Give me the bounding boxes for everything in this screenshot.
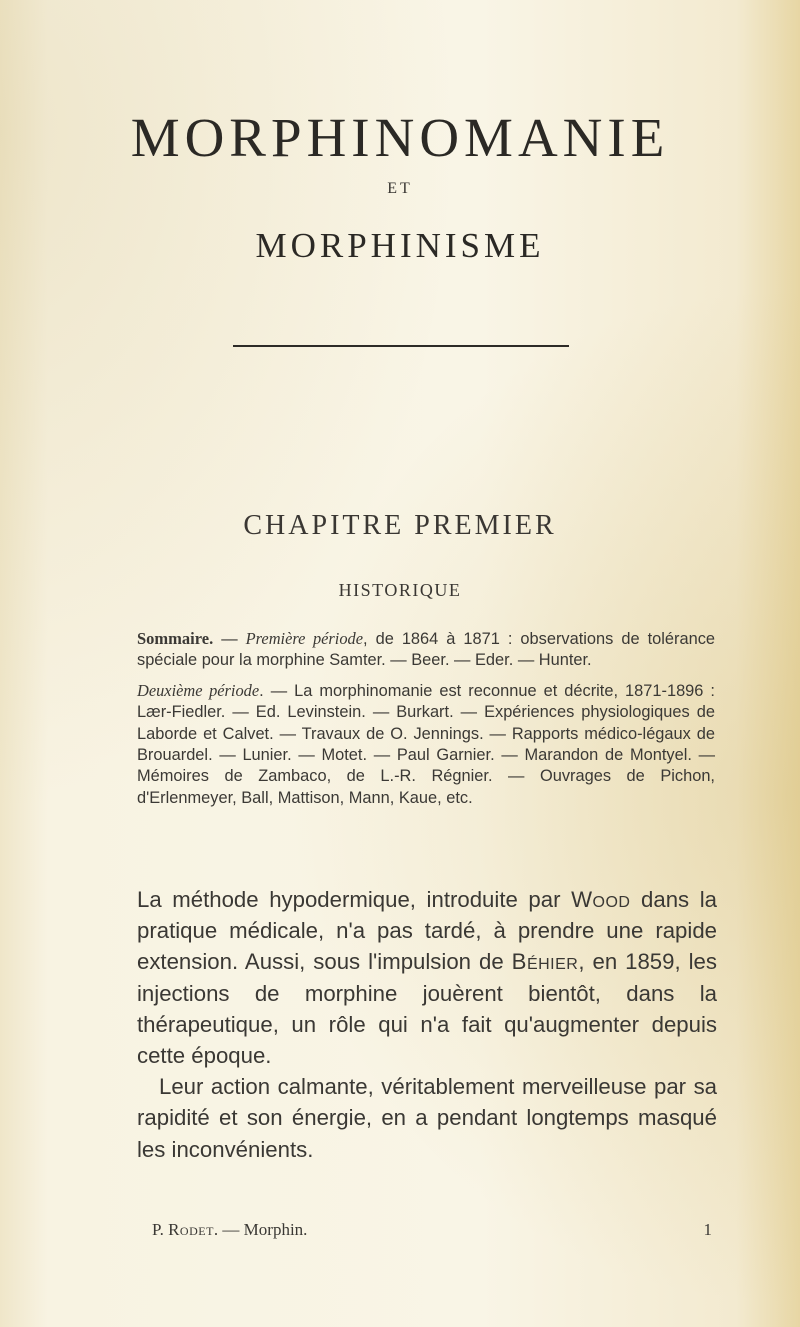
body-paragraph-1 [137, 884, 717, 1071]
section-heading: HISTORIQUE [338, 580, 462, 600]
title-conjunction: ET [387, 180, 413, 197]
paragraph-1-part-c: , en 1859, les injections de morphine jouèrent bientôt, dans la thérapeutique, un rôle qui n'a fait qu'augmenter depuis cette époque. [137, 949, 717, 1069]
footer-author-initial: P. [152, 1220, 169, 1239]
footer-author-name: Rodet [168, 1220, 214, 1239]
footer-short-title: Morphin. [243, 1220, 308, 1239]
running-footer-credit [152, 1220, 307, 1240]
first-period-heading: Première période [245, 629, 364, 648]
summary-first-period [137, 628, 715, 672]
second-period-text: La morphinomanie est reconnue et décrite, 1871-1896 : Lær-Fiedler. — Ed. Levinstein. — Burkart. — Expériences physiologiques de Laborde et Calvet. — Travaux de O. Jennings. — Rapports médico-légaux de Brouardel. — Lunier. — Motet. — Paul Garnier. — Marandon de Montyel. — Mémoires de Zambaco, de L.-R. Régnier. — Ouvrages de Pichon, d'Erlenmeyer, Ball, Mattison, Mann, Kaue, etc. [137, 681, 715, 807]
paragraph-1-part-a: La méthode hypodermique, introduite par [137, 887, 572, 912]
chapter-heading: CHAPITRE PREMIER [243, 510, 557, 541]
footer-separator: . — [213, 1220, 244, 1239]
chapter-summary [137, 628, 715, 817]
author-name-wood: Wood [571, 887, 631, 912]
second-period-separator: . — [259, 681, 295, 700]
body-paragraph-2: Leur action calmante, véritablement merveilleuse par sa rapidité et son énergie, en a pendant longtemps masqué les inconvénients. [137, 1074, 717, 1162]
paragraph-1-part-b: dans la pratique médicale, n'a pas tardé, à prendre une rapide extension. Aussi, sous l'impulsion de [137, 887, 717, 975]
summary-label: Sommaire. [137, 629, 214, 648]
page-number: 1 [703, 1220, 712, 1239]
second-period-heading: Deuxième période [137, 680, 260, 700]
summary-separator: — [213, 630, 246, 648]
book-subtitle: MORPHINISME [255, 226, 545, 265]
title-divider-rule [233, 345, 569, 347]
body-text [137, 884, 717, 1165]
first-period-text: , de 1864 à 1871 : observations de tolérance spéciale pour la morphine Samter. — Beer. — Eder. — Hunter. [137, 630, 716, 670]
summary-second-period [137, 680, 715, 809]
book-title: MORPHINOMANIE [130, 107, 670, 168]
author-name-behier: Béhier [511, 949, 579, 975]
